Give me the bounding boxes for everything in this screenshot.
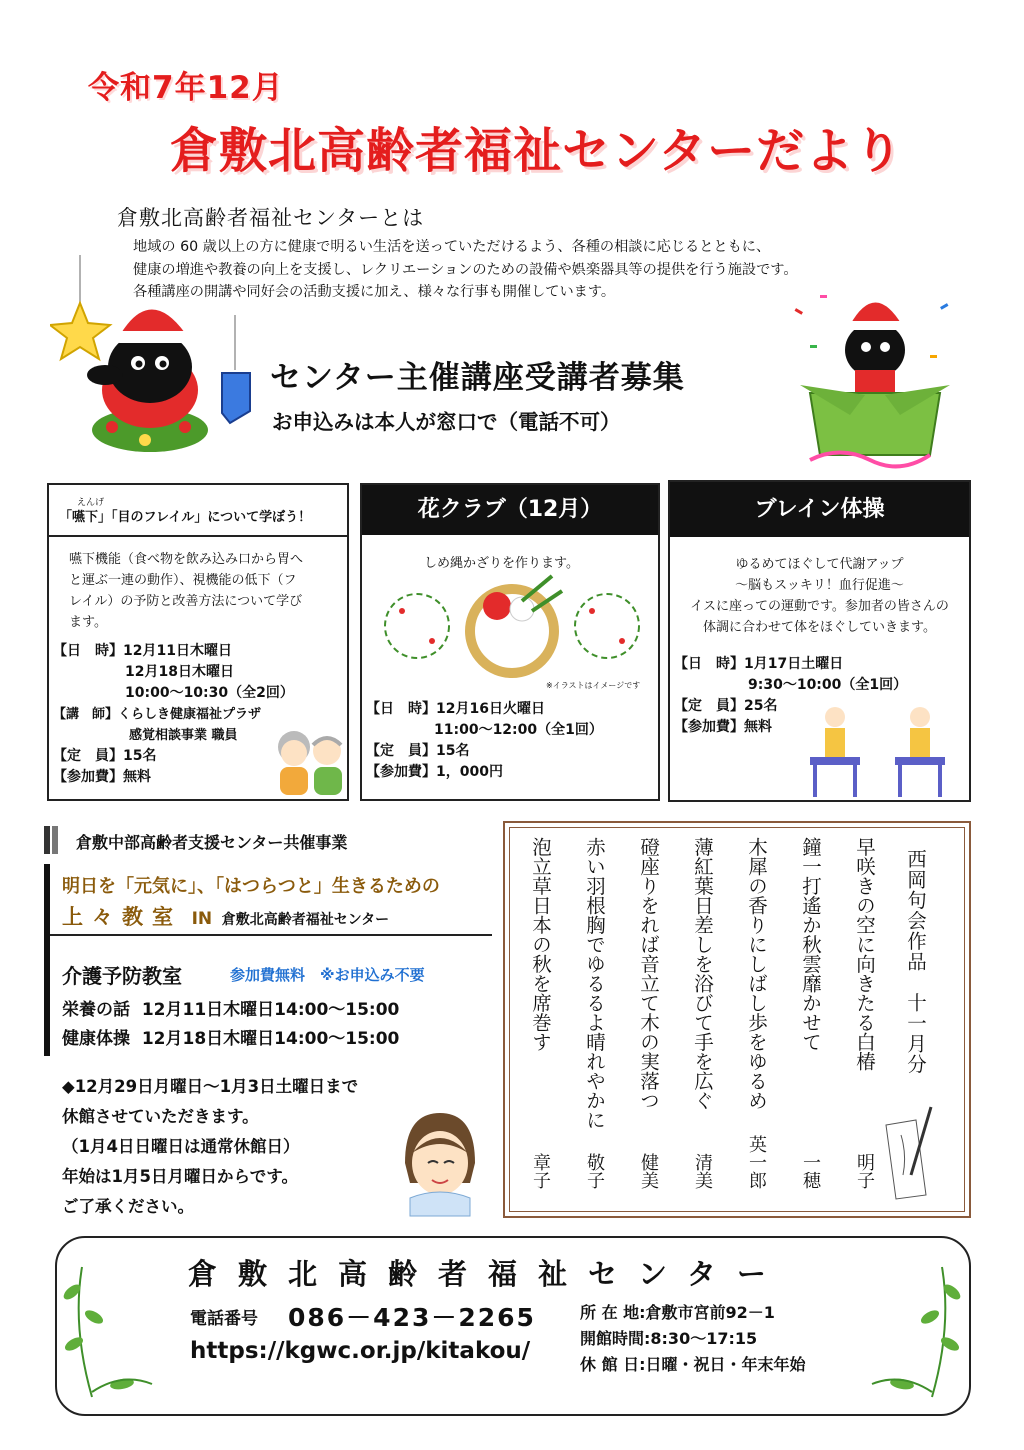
capacity-label: 【定 員】 [53,748,123,764]
prevention-schedule [62,996,399,1054]
haiku-text: 磴座りをれば音立て木の実落つ [637,837,660,1110]
date-value: 1月17日土曜日 [744,656,844,672]
desc-line: ます。 [69,615,107,630]
date-label: 【日 時】 [674,656,744,672]
date-value: 12月18日木曜日 [125,664,234,680]
haiku-column [633,837,663,1189]
course-card-flower-club [360,483,660,801]
course-title: 「嚥下」「目のフレイル」について学ぼう！ [59,510,312,525]
desc-line: レイル）の予防と改善方法について学び [69,594,303,609]
schedule-label: 健康体操 [62,1029,130,1049]
class-main: 上々教室 [62,905,182,929]
haiku-column [687,837,717,1189]
haiku-column [741,837,771,1189]
haiku-text: 鐘一打遙か秋雲靡かせて [799,837,822,1052]
capacity-value: 15名 [436,743,470,759]
newsletter-title: 倉敷北高齢者福祉センターだより [170,123,904,179]
recruit-subtitle: お申込みは本人が窓口で（電話不可） [272,410,621,434]
class-in: IN [191,909,213,929]
haiku-author: 章子 [530,1153,551,1189]
section-marker [44,826,50,854]
haiku-author: 英一郎 [746,1135,767,1189]
schedule-row [62,1025,399,1054]
course-title: ブレイン体操 [670,482,969,537]
section-marker [52,826,58,854]
capacity-value: 15名 [123,748,157,764]
haiku-text: 木犀の香りにしばし歩をゆるめ [745,837,768,1110]
haiku-column [849,837,879,1189]
divider [50,934,492,936]
about-line: 各種講座の開講や同好会の活動支援に加え、様々な行事も開催しています。 [133,284,616,300]
about-line: 地域の 60 歳以上の方に健康で明るい生活を送っていただけるよう、各種の相談に応じるとともに、 [133,239,771,255]
date-label: 【日 時】 [53,643,123,659]
footer-info [580,1300,806,1378]
elderly-couple-illustration [274,725,349,797]
haiku-author: 健美 [638,1153,659,1189]
lecturer-value: 感覚相談事業 職員 [129,728,238,743]
class-place: 倉敷北高齢者福祉センター [221,912,390,928]
fee-label: 【参加費】 [53,769,123,785]
address: 所 在 地:倉敷市宮前92－1 [580,1303,775,1322]
fee-label: 【参加費】 [674,719,744,735]
haiku-text: 泡立草日本の秋を席巻す [529,837,552,1052]
haiku-author: 明子 [854,1153,875,1189]
course-card-header [49,485,347,537]
fee-value: 1，000円 [436,764,503,780]
time-value: 10:00～10:30（全2回） [125,685,294,701]
recruit-title: センター主催講座受講者募集 [270,360,685,396]
cohost-tagline: 明日を「元気に」、「はつらつと」生きるための [62,876,440,897]
schedule-row [62,996,399,1025]
course-details [53,641,294,788]
course-description [69,549,349,633]
desc-line: イスに座っての運動です。参加者の皆さんの [690,599,949,614]
brush-and-paper-icon [881,1105,941,1200]
date-value: 12月11日木曜日 [123,643,232,659]
prevention-class-title: 介護予防教室 [62,964,182,988]
issue-date: 令和7年12月 [88,70,284,106]
notice-line: （1月4日日曜日は通常休館日） [62,1137,300,1156]
haiku-column [579,837,609,1189]
haiku-columns [525,837,879,1207]
capacity-label: 【定 員】 [366,743,436,759]
course-title: 花クラブ（12月） [362,485,658,535]
desc-line: と運ぶ一連の動作）、視機能の低下（フ [69,573,297,588]
lecturer-value: くらしき健康福祉プラザ [118,707,262,722]
website-link[interactable]: https://kgwc.or.jp/kitakou/ [190,1338,531,1364]
lecturer-label: 【講 師】 [53,707,119,722]
course-card-brain-exercise [668,480,971,802]
about-line: 健康の増進や教養の向上を支援し、レクリエーションのための設備や娯楽器具等の提供を行う施設です。 [133,261,798,278]
leaf-vine-left-icon [62,1262,162,1402]
desc-line: ゆるめてほぐして代謝アップ [735,557,904,572]
haiku-author: 敬子 [584,1153,605,1189]
cohost-heading: 倉敷中部高齢者支援センター共催事業 [76,833,348,852]
section-bar [44,864,50,1056]
desc-line: ～脳もスッキリ！血行促進～ [735,578,904,593]
schedule-time: 12月18日木曜日14:00～15:00 [141,1029,400,1049]
schedule-label: 栄養の話 [62,1000,130,1020]
desc-line: 嚥下機能（食べ物を飲み込み口から胃へ [69,552,304,567]
date-value: 12月16日火曜日 [436,701,545,717]
course-description: しめ縄かざりを作ります。 [424,556,579,571]
opening-hours: 開館時間:8:30～17:15 [580,1329,758,1348]
haiku-author: 一穂 [800,1153,821,1189]
capacity-value: 25名 [744,698,778,714]
image-note: ※イラストはイメージです [546,681,641,690]
capacity-label: 【定 員】 [674,698,744,714]
phone-label: 電話番号 [190,1309,258,1329]
haiku-author: 清美 [692,1153,713,1189]
ruby-text: えんげ [77,498,105,508]
notice-line: ご了承ください。 [62,1197,194,1216]
leaf-vine-right-icon [862,1262,962,1402]
haiku-panel [503,821,971,1218]
fee-value: 無料 [744,719,772,735]
chair-exercise-illustration [790,702,965,800]
receptionist-illustration [390,1108,480,1218]
date-label: 【日 時】 [366,701,436,717]
notice-line: ◆12月29日月曜日～1月3日土曜日まで [62,1077,359,1096]
time-value: 9:30～10:00（全1回） [748,677,908,693]
fee-label: 【参加費】 [366,764,436,780]
santa-sheep-illustration [50,255,270,475]
desc-line: 体調に合わせて体をほぐしていきます。 [703,620,936,635]
course-details [366,699,603,783]
cohost-class-name [62,901,389,931]
closed-days: 休 館 日:日曜・祝日・年末年始 [580,1355,806,1374]
phone-number[interactable]: 086－423－2265 [288,1303,536,1332]
fee-value: 無料 [123,769,151,785]
prevention-class-note: 参加費無料 ※お申込み不要 [230,966,425,984]
notice-line: 年始は1月5日月曜日からです。 [62,1167,298,1186]
haiku-column [795,837,825,1189]
haiku-text: 早咲きの空に向きたる白椿 [853,837,876,1071]
haiku-text: 赤い羽根胸でゆるるよ晴れやかに [583,837,606,1130]
schedule-time: 12月11日木曜日14:00～15:00 [141,1000,400,1020]
course-description [670,554,969,638]
course-card-swallowing [47,483,349,801]
about-heading: 倉敷北高齢者福祉センターとは [117,206,425,230]
gift-box-sheep-illustration [790,285,960,475]
notice-line: 休館させていただきます。 [62,1107,259,1126]
haiku-column [525,837,555,1189]
footer-center-name: 倉敷北高齢者福祉センター [188,1257,787,1291]
shimenawa-illustration [372,571,652,689]
closure-notice [62,1072,358,1222]
haiku-title: 西岡句会作品 十一月分 [904,849,927,1075]
haiku-text: 薄紅葉日差しを浴びて手を広ぐ [691,837,714,1110]
time-value: 11:00～12:00（全1回） [434,722,603,738]
